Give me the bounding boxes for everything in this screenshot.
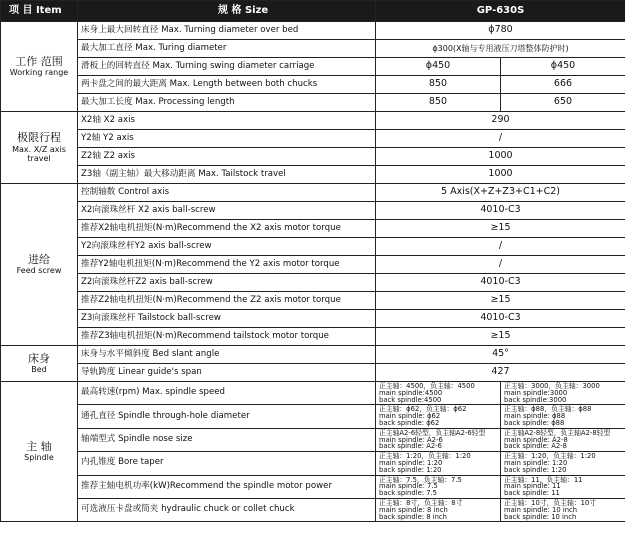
row-value-2: 正主轴：10寸，负主轴：10寸 main spindle: 10 inch back spindle: 10 inch xyxy=(501,498,625,521)
table-row xyxy=(1,292,625,310)
table-row xyxy=(1,130,625,148)
row-label: 推荐Z2轴电机扭矩(N·m)Recommend the Z2 axis motor torque xyxy=(78,292,376,310)
header-item: 项 目 Item xyxy=(1,1,78,22)
table-row xyxy=(1,475,625,498)
row-value-2: 666 xyxy=(501,76,625,94)
row-label: 推荐X2轴电机扭矩(N·m)Recommend the X2 axis motor torque xyxy=(78,220,376,238)
row-label: Z3轴（副主轴）最大移动距离 Max. Tailstock travel xyxy=(78,166,376,184)
row-value: ≥15 xyxy=(376,292,625,310)
row-value: ϕ300(X轴与专用液压刀塔整体防护时) xyxy=(376,40,625,58)
row-label: Z2轴 Z2 axis xyxy=(78,148,376,166)
row-value: 427 xyxy=(376,364,625,382)
row-value-1: 正主轴：8寸，负主轴：8寸 main spindle: 8 inch back spindle: 8 inch xyxy=(376,498,501,521)
row-value: / xyxy=(376,238,625,256)
row-label: 床身与水平倾斜度 Bed slant angle xyxy=(78,346,376,364)
category-spindle: 主 轴 Spindle xyxy=(1,382,78,522)
table-row xyxy=(1,452,625,475)
table-row xyxy=(1,112,625,130)
row-label: 轴端型式 Spindle nose size xyxy=(78,428,376,451)
row-value-2: 正主轴：11，负主轴：11 main spindle: 11 back spindle: 11 xyxy=(501,475,625,498)
row-label: 通孔直径 Spindle through-hole diameter xyxy=(78,405,376,428)
row-value-1: 850 xyxy=(376,76,501,94)
row-value-2: 正主轴A2-8轻型，负主轴A2-8轻型 main spindle: A2-8 back spindle: A2-8 xyxy=(501,428,625,451)
row-value: 1000 xyxy=(376,166,625,184)
table-row xyxy=(1,238,625,256)
row-label: 控制轴数 Control axis xyxy=(78,184,376,202)
table-row xyxy=(1,274,625,292)
table-row xyxy=(1,22,625,40)
header-row xyxy=(1,1,625,22)
row-value: ≥15 xyxy=(376,328,625,346)
table-row xyxy=(1,184,625,202)
row-label: Z2向滚珠丝杆Z2 axis ball-screw xyxy=(78,274,376,292)
row-label: 可选液压卡盘或筒夹 hydraulic chuck or collet chuck xyxy=(78,498,376,521)
row-value-1: 850 xyxy=(376,94,501,112)
row-label: 滑板上的回转直径 Max. Turning swing diameter carriage xyxy=(78,58,376,76)
row-value: / xyxy=(376,130,625,148)
row-value: ≥15 xyxy=(376,220,625,238)
row-value-1: ϕ450 xyxy=(376,58,501,76)
header-spec: 规 格 Size xyxy=(78,1,376,22)
row-label: 推荐Z3轴电机扭矩(N·m)Recommend tailstock motor torque xyxy=(78,328,376,346)
header-model: GP-630S xyxy=(376,1,625,22)
table-row xyxy=(1,310,625,328)
category-travel: 极限行程 Max. X/Z axis travel xyxy=(1,112,78,184)
row-value: 4010-C3 xyxy=(376,202,625,220)
row-label: Y2向滚珠丝杆Y2 axis ball-screw xyxy=(78,238,376,256)
row-value-2: ϕ450 xyxy=(501,58,625,76)
row-value-1: 正主轴：7.5，负主轴：7.5 main spindle: 7.5 back spindle: 7.5 xyxy=(376,475,501,498)
table-row xyxy=(1,346,625,364)
table-row xyxy=(1,364,625,382)
row-label: 内孔锥度 Bore taper xyxy=(78,452,376,475)
row-value: ϕ780 xyxy=(376,22,625,40)
row-label: 导轨跨度 Linear guide's span xyxy=(78,364,376,382)
row-label: 两卡盘之间的最大距离 Max. Length between both chucks xyxy=(78,76,376,94)
row-label: 推荐主轴电机功率(kW)Recommend the spindle motor power xyxy=(78,475,376,498)
table-row xyxy=(1,58,625,76)
row-value: 4010-C3 xyxy=(376,274,625,292)
row-value-2: 正主轴：ϕ88，负主轴：ϕ88 main spindle: ϕ88 back spindle: ϕ88 xyxy=(501,405,625,428)
table-row xyxy=(1,148,625,166)
row-value: 1000 xyxy=(376,148,625,166)
row-value-1: 正主轴A2-6轻型，负主轴A2-6轻型 main spindle: A2-6 back spindle: A2-6 xyxy=(376,428,501,451)
row-value: 4010-C3 xyxy=(376,310,625,328)
category-bed: 床身 Bed xyxy=(1,346,78,382)
row-label: X2向滚珠丝杆 X2 axis ball-screw xyxy=(78,202,376,220)
row-label: 床身上最大回转直径 Max. Turning diameter over bed xyxy=(78,22,376,40)
row-label: 最大加工直径 Max. Turing diameter xyxy=(78,40,376,58)
row-label: 推荐Y2轴电机扭矩(N·m)Recommend the Y2 axis motor torque xyxy=(78,256,376,274)
table-row xyxy=(1,166,625,184)
row-value-2: 650 xyxy=(501,94,625,112)
table-row xyxy=(1,94,625,112)
row-value: 45° xyxy=(376,346,625,364)
category-working-range: 工作 范围 Working range xyxy=(1,22,78,112)
table-row xyxy=(1,202,625,220)
row-value-2: 正主轴：3000，负主轴：3000 main spindle:3000 back spindle:3000 xyxy=(501,382,625,405)
row-label: X2轴 X2 axis xyxy=(78,112,376,130)
table-row xyxy=(1,405,625,428)
table-row xyxy=(1,40,625,58)
row-value-1: 正主轴：4500，负主轴：4500 main spindle:4500 back spindle:4500 xyxy=(376,382,501,405)
row-label: Y2轴 Y2 axis xyxy=(78,130,376,148)
row-label: Z3向滚珠丝杆 Tailstock ball-screw xyxy=(78,310,376,328)
row-value-1: 正主轴：ϕ62，负主轴：ϕ62 main spindle: ϕ62 back spindle: ϕ62 xyxy=(376,405,501,428)
table-row xyxy=(1,328,625,346)
row-value: / xyxy=(376,256,625,274)
row-value: 290 xyxy=(376,112,625,130)
row-value-1: 正主轴：1:20，负主轴：1:20 main spindle: 1:20 back spindle: 1:20 xyxy=(376,452,501,475)
row-label: 最大加工长度 Max. Processing length xyxy=(78,94,376,112)
table-row xyxy=(1,382,625,405)
table-row xyxy=(1,498,625,521)
table-row xyxy=(1,256,625,274)
row-label: 最高转速(rpm) Max. spindle speed xyxy=(78,382,376,405)
row-value-2: 正主轴：1:20，负主轴：1:20 main spindle: 1:20 back spindle: 1:20 xyxy=(501,452,625,475)
category-feed: 进给 Feed screw xyxy=(1,184,78,346)
table-row xyxy=(1,428,625,451)
row-value: 5 Axis(X+Z+Z3+C1+C2) xyxy=(376,184,625,202)
table-row xyxy=(1,76,625,94)
table-row xyxy=(1,220,625,238)
